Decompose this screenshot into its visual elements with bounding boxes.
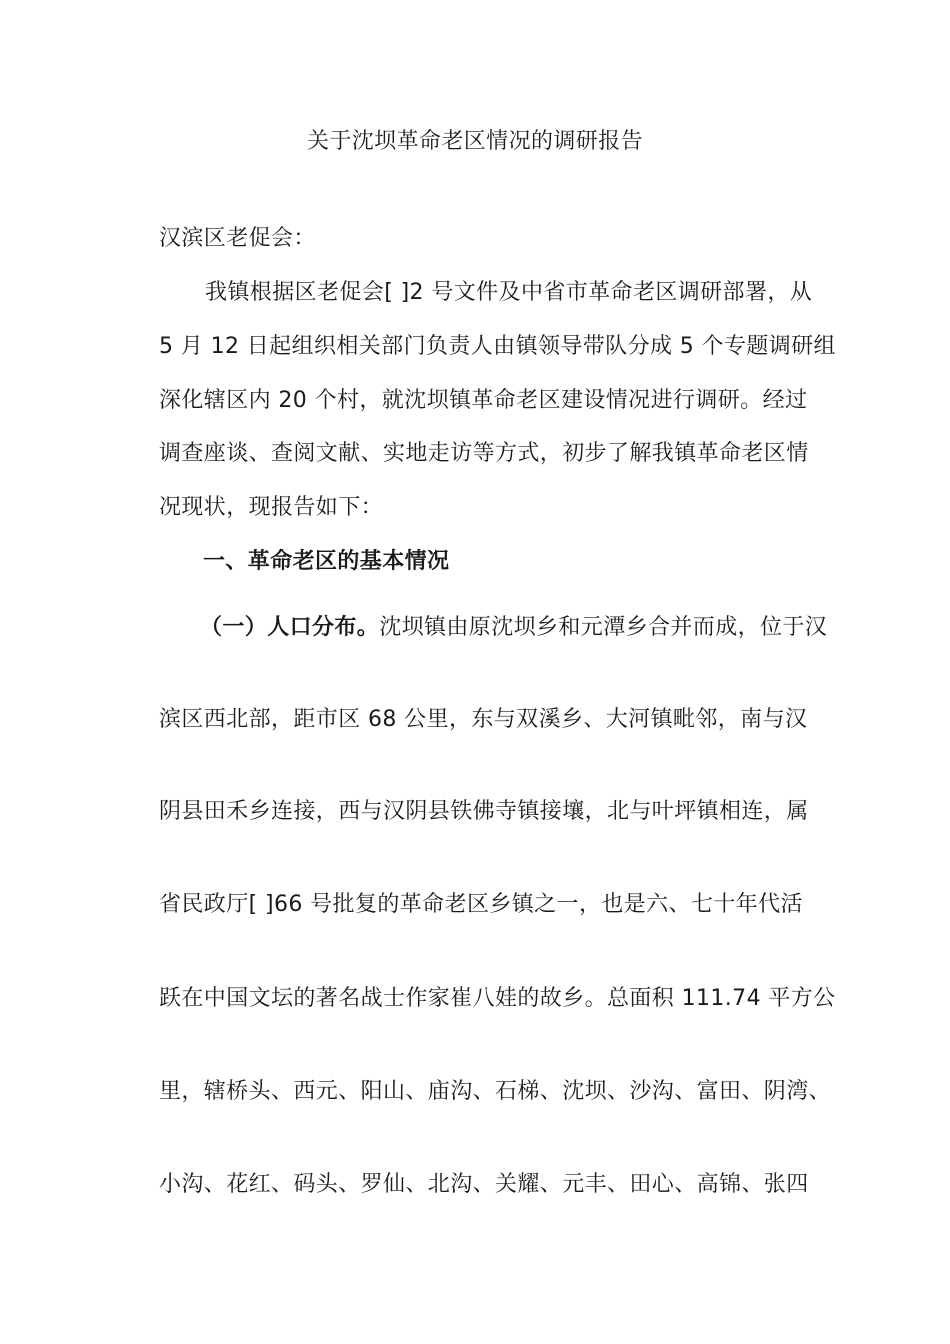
subsection-1-line-2: 滨区西北部，距市区 68 公里，东与双溪乡、大河镇毗邻，南与汉 <box>159 707 808 732</box>
intro-line-3: 深化辖区内 20 个村，就沈坝镇革命老区建设情况进行调研。经过 <box>159 388 808 413</box>
section-heading-1: 一、革命老区的基本情况 <box>203 549 450 574</box>
intro-line-5: 况现状，现报告如下： <box>159 495 384 520</box>
intro-line-4: 调查座谈、查阅文献、实地走访等方式，初步了解我镇革命老区情 <box>159 441 809 466</box>
subsection-1-line-6: 里，辖桥头、西元、阳山、庙沟、石梯、沈坝、沙沟、富田、阴湾、 <box>159 1079 832 1104</box>
subsection-1-label: （一）人口分布。 <box>200 615 380 640</box>
subsection-1-line-3: 阴县田禾乡连接，西与汉阴县铁佛寺镇接壤，北与叶坪镇相连，属 <box>159 799 809 824</box>
subsection-1-line-5: 跃在中国文坛的著名战士作家崔八娃的故乡。总面积 111.74 平方公 <box>159 986 836 1011</box>
intro-line-1: 我镇根据区老促会[ ]2 号文件及中省市革命老区调研部署，从 <box>205 280 813 305</box>
subsection-1-first-line-text: 沈坝镇由原沈坝乡和元潭乡合并而成，位于汉 <box>379 615 828 640</box>
document-title: 关于沈坝革命老区情况的调研报告 <box>306 129 643 154</box>
subsection-1-first-line <box>200 613 827 643</box>
subsection-1-line-4: 省民政厅[ ]66 号批复的革命老区乡镇之一，也是六、七十年代活 <box>159 892 803 917</box>
salutation: 汉滨区老促会： <box>159 226 316 251</box>
intro-line-2: 5 月 12 日起组织相关部门负责人由镇领导带队分成 5 个专题调研组 <box>159 334 836 359</box>
subsection-1-line-7: 小沟、花红、码头、罗仙、北沟、关耀、元丰、田心、高锦、张四 <box>159 1172 809 1197</box>
